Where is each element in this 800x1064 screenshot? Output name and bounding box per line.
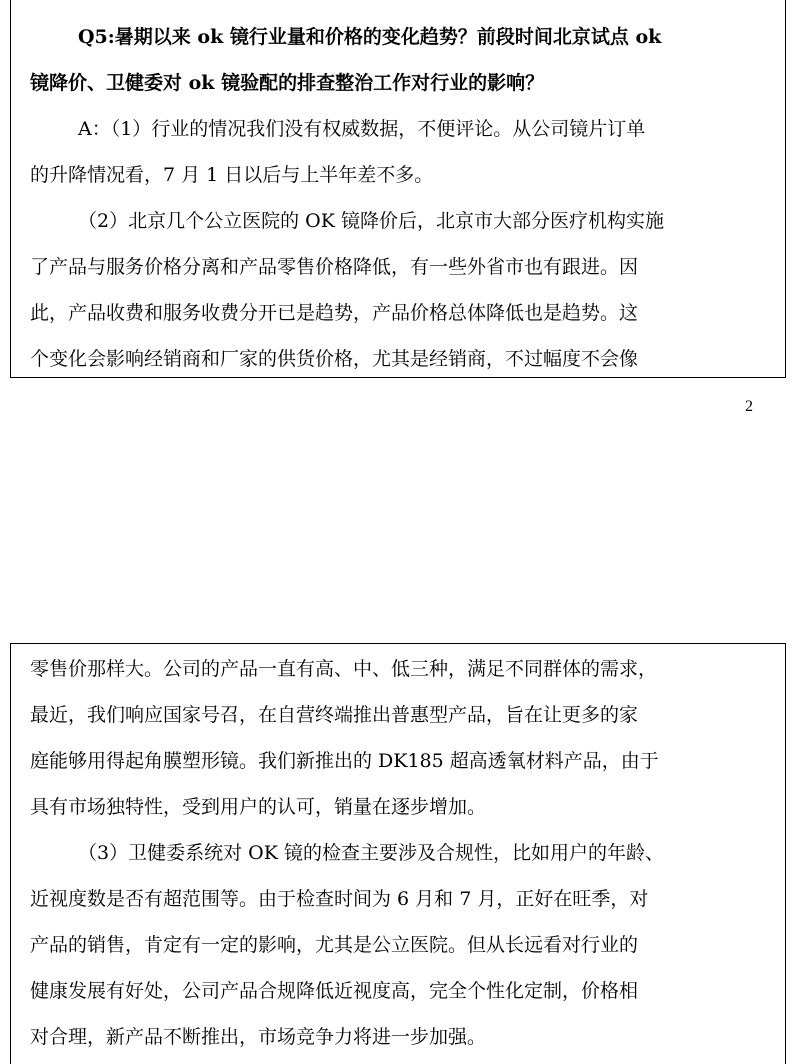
- continued-p2-line-1: 零售价那样大。公司的产品一直有高、中、低三种，满足不同群体的需求，: [30, 658, 658, 680]
- answer-p1-line-2: 的升降情况看，7 月 1 日以后与上半年差不多。: [30, 164, 434, 186]
- question-line-1: Q5:暑期以来 ok 镜行业量和价格的变化趋势？前段时间北京试点 ok: [78, 26, 662, 48]
- page-number: 2: [745, 398, 753, 415]
- answer-p3-line-1: （3）卫健委系统对 OK 镜的检查主要涉及合规性，比如用户的年龄、: [78, 842, 664, 864]
- answer-p3-line-3: 产品的销售，肯定有一定的影响，尤其是公立医院。但从长远看对行业的: [30, 934, 639, 956]
- answer-p2-line-2: 了产品与服务价格分离和产品零售价格降低，有一些外省市也有跟进。因: [30, 256, 639, 278]
- answer-paragraph-1: [30, 106, 775, 198]
- answer-p2-line-1: （2）北京几个公立医院的 OK 镜降价后，北京市大部分医疗机构实施: [78, 210, 664, 232]
- continued-p2-line-2: 最近，我们响应国家号召，在自营终端推出普惠型产品，旨在让更多的家: [30, 704, 639, 726]
- answer-p3-line-5: 对合理，新产品不断推出，市场竞争力将进一步加强。: [30, 1026, 487, 1048]
- answer-p2-line-4: 个变化会影响经销商和厂家的供货价格，尤其是经销商，不过幅度不会像: [30, 348, 639, 370]
- question-line-2: 镜降价、卫健委对 ok 镜验配的排查整治工作对行业的影响？: [30, 72, 545, 94]
- answer-paragraph-2-continued: [30, 646, 775, 830]
- continued-p2-line-3: 庭能够用得起角膜塑形镜。我们新推出的 DK185 超高透氧材料产品，由于: [30, 750, 659, 772]
- answer-p3-line-2: 近视度数是否有超范围等。由于检查时间为 6 月和 7 月，正好在旺季，对: [30, 888, 649, 910]
- answer-paragraph-2: [30, 198, 775, 382]
- continued-p2-line-4: 具有市场独特性，受到用户的认可，销量在逐步增加。: [30, 796, 487, 818]
- question-q5: [30, 14, 775, 106]
- answer-p3-line-4: 健康发展有好处，公司产品合规降低近视度高，完全个性化定制，价格相: [30, 980, 639, 1002]
- answer-p1-line-1: A：（1）行业的情况我们没有权威数据，不便评论。从公司镜片订单: [78, 118, 646, 140]
- answer-paragraph-3: [30, 830, 775, 1060]
- answer-p2-line-3: 此，产品收费和服务收费分开已是趋势，产品价格总体降低也是趋势。这: [30, 302, 639, 324]
